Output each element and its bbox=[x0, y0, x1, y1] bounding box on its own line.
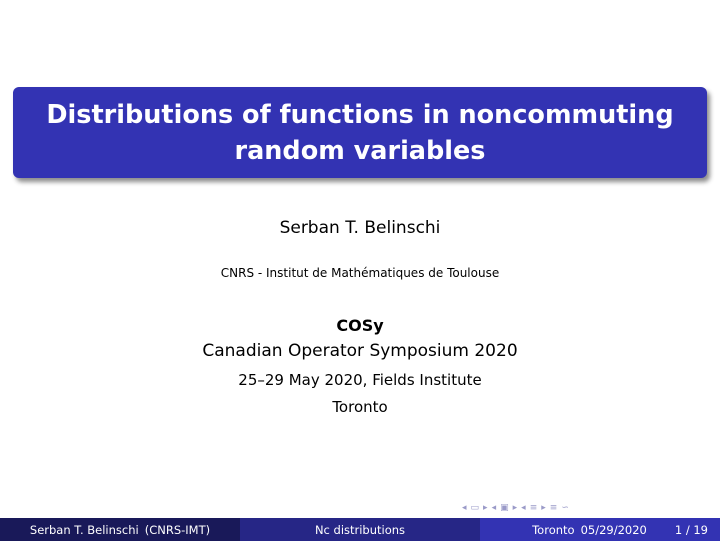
footer-author-name: Serban T. Belinschi bbox=[29, 522, 139, 537]
nav-subsection-icon[interactable]: ▣ bbox=[500, 503, 509, 513]
conference-short-name: COSy bbox=[336, 316, 384, 335]
conference-city: Toronto bbox=[332, 398, 388, 416]
conference-date: 25–29 May 2020, Fields Institute bbox=[238, 371, 482, 389]
institute: CNRS - Institut de Mathématiques de Toulouse bbox=[220, 266, 500, 280]
footer-place: Toronto bbox=[532, 522, 575, 537]
footer-date: 05/29/2020 bbox=[580, 522, 647, 537]
nav-frame-icon[interactable]: ▭ bbox=[470, 503, 480, 513]
title-box bbox=[13, 87, 707, 178]
nav-align-icon[interactable]: ≡ bbox=[549, 503, 558, 513]
author-name: Serban T. Belinschi bbox=[279, 218, 441, 238]
footer-affiliation: (CNRS-IMT) bbox=[144, 522, 211, 537]
nav-section-back-icon[interactable]: ◂ bbox=[521, 503, 526, 513]
nav-section-forward-icon[interactable]: ▸ bbox=[541, 503, 546, 513]
nav-section-icon[interactable]: ≡ bbox=[529, 503, 538, 513]
nav-search-icon[interactable]: ∽ bbox=[561, 503, 569, 513]
footer-short-title: Nc distributions bbox=[314, 522, 406, 537]
footer-page-number: 1 / 19 bbox=[674, 522, 708, 537]
footer-date-page bbox=[480, 518, 720, 541]
nav-frame-forward-icon[interactable]: ▸ bbox=[483, 503, 488, 513]
footer-title bbox=[240, 518, 480, 541]
conference-full-name: Canadian Operator Symposium 2020 bbox=[202, 341, 518, 361]
slide-title: Distributions of functions in noncommuting random variables bbox=[46, 99, 674, 166]
footer-author bbox=[0, 518, 240, 541]
nav-frame-back-icon[interactable]: ◂ bbox=[462, 503, 467, 513]
footer bbox=[0, 518, 720, 541]
navigation-symbols bbox=[462, 502, 569, 514]
nav-subsection-forward-icon[interactable]: ▸ bbox=[512, 503, 518, 513]
nav-subsection-back-icon[interactable]: ◂ bbox=[491, 503, 497, 513]
